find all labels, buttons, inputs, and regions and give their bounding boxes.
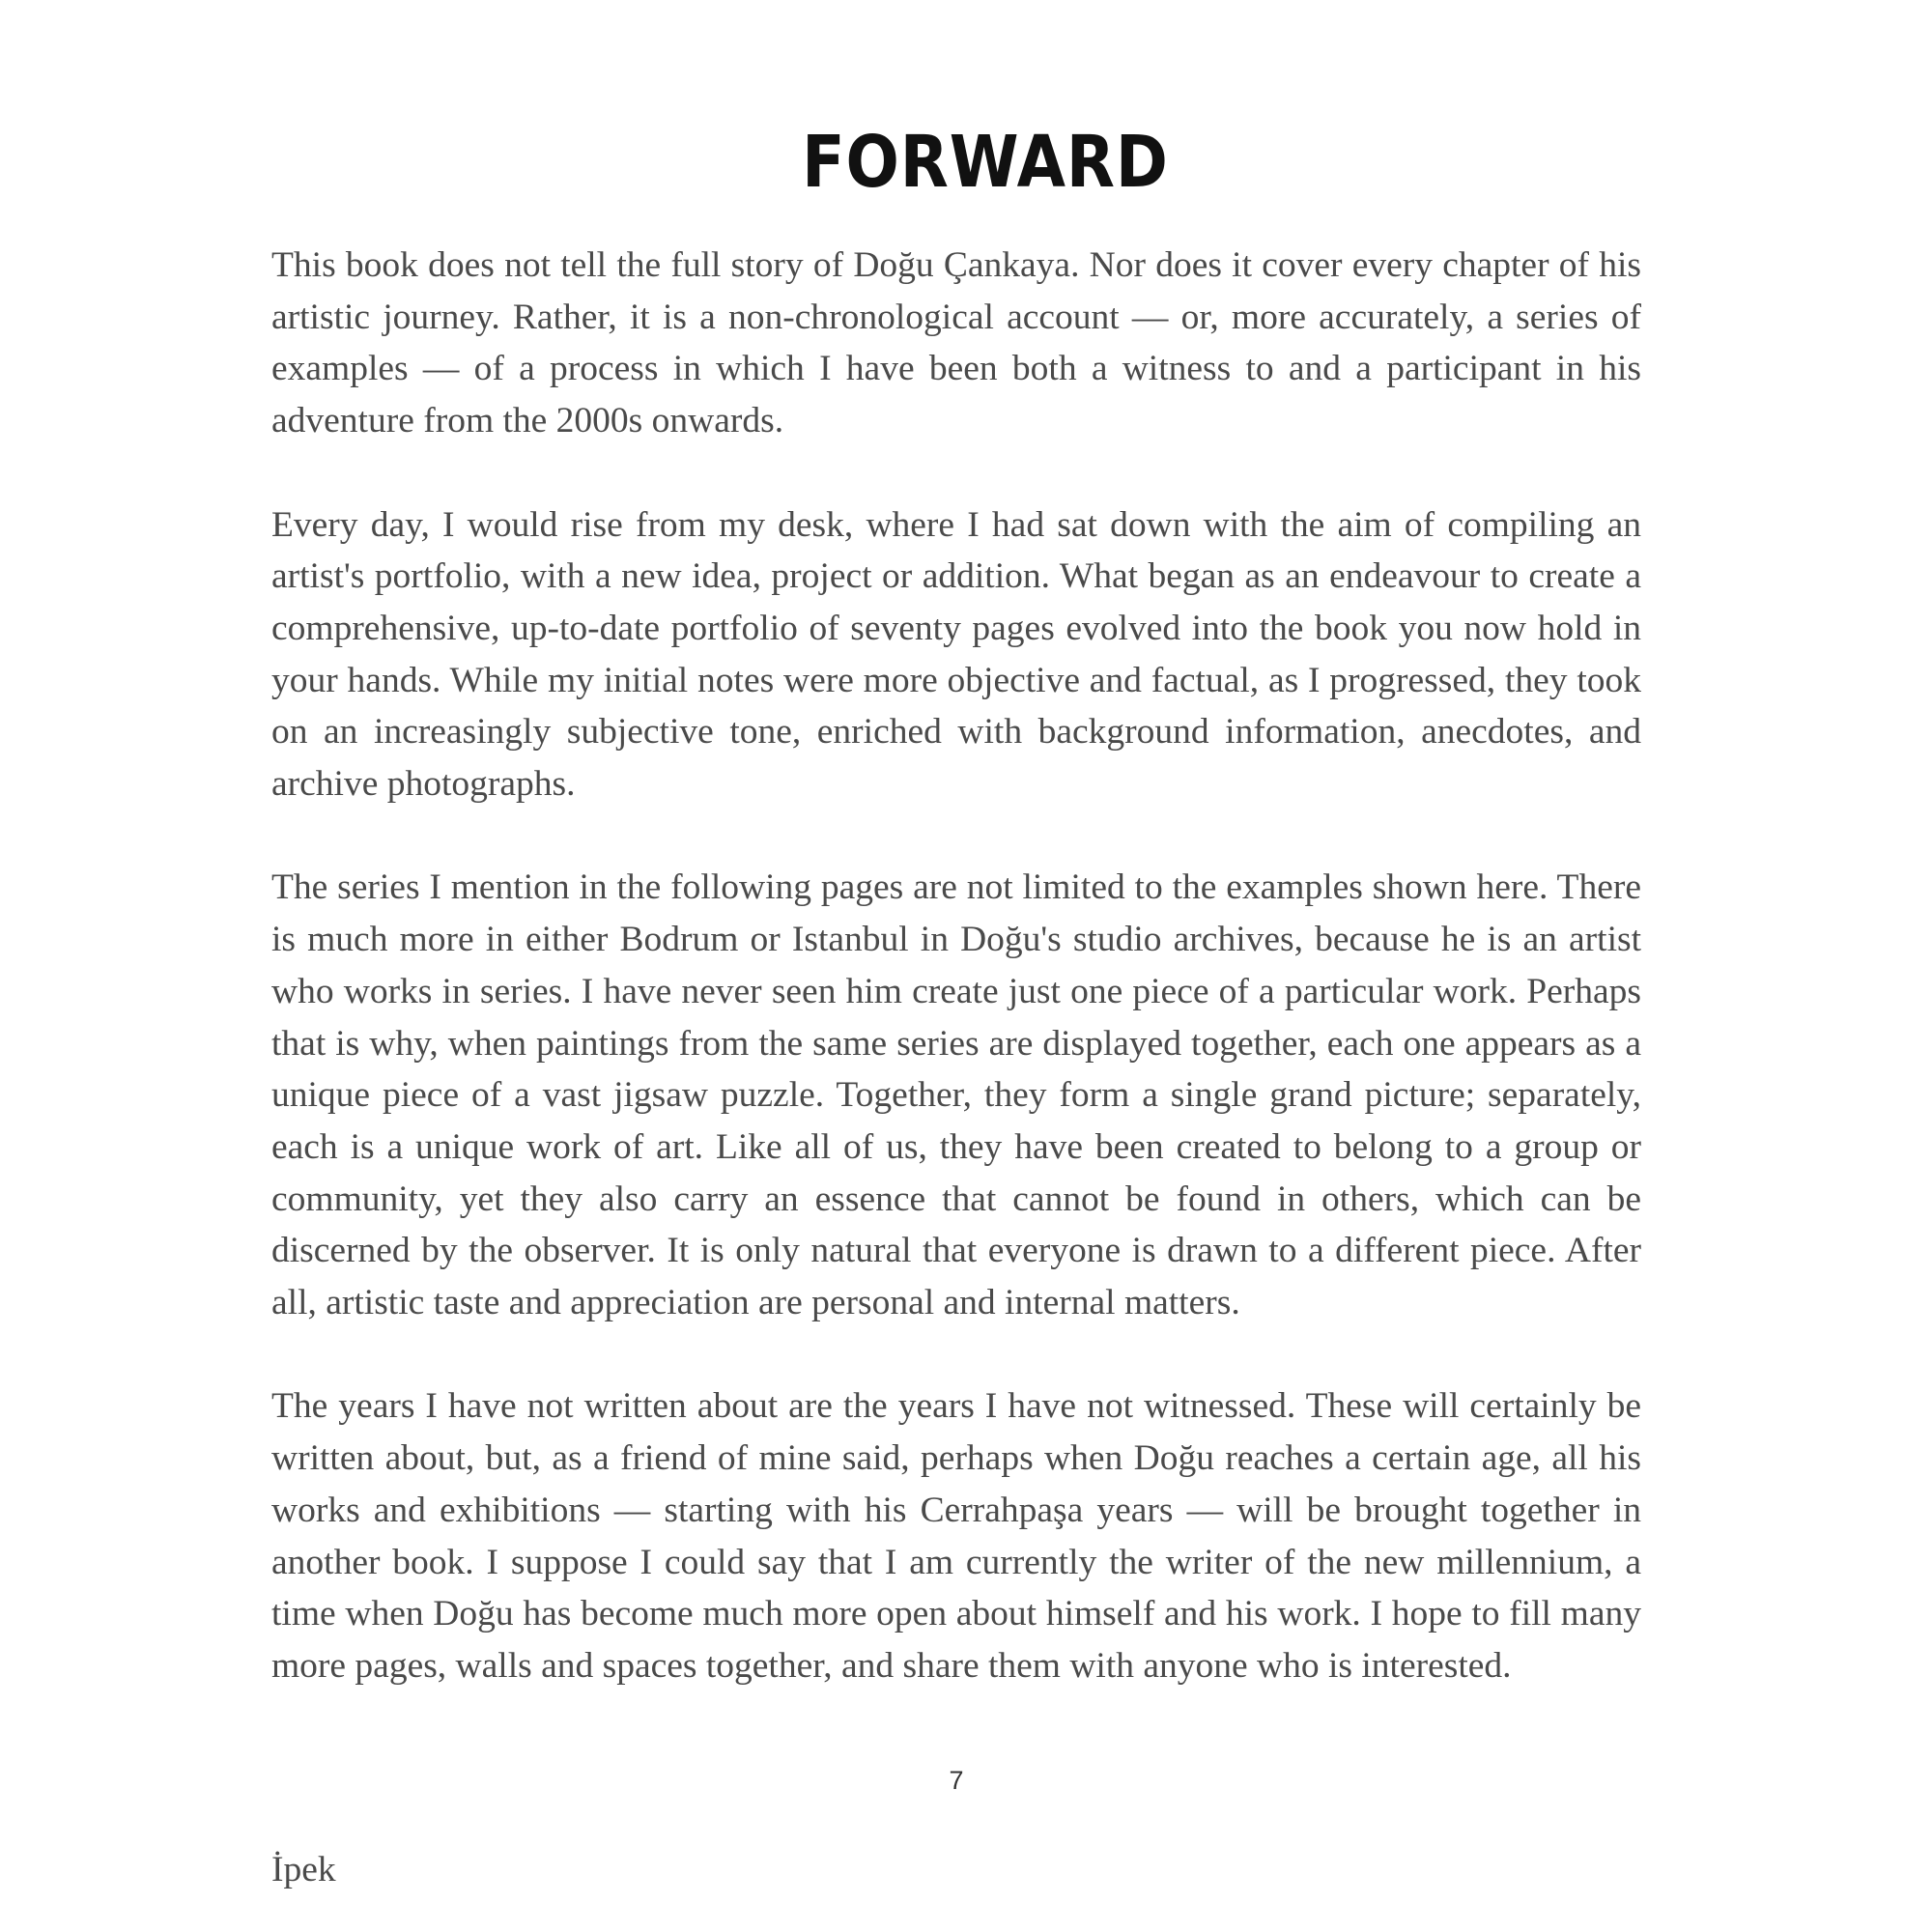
paragraph-3: The series I mention in the following pages are not limited to the examples shown here. There is much more in either Bodrum or Istanbul in Doğu's studio archives, because he is an artist who works in series. I have never seen him create just one piece of a particular work. Perhaps that is why, when paintings from the same series are displayed together, each one appears as a unique piece of a vast jigsaw puzzle. Together, they form a single grand picture; separately, each is a unique work of art. Like all of us, they have been created to belong to a group or community, yet they also carry an essence that cannot be found in others, which can be discerned by the observer. It is only natural that everyone is drawn to a different piece. After all, artistic taste and appreciation are personal and internal matters. <box>271 867 1641 1323</box>
page-number: 7 <box>949 1766 964 1795</box>
paragraph-1: This book does not tell the full story of Doğu Çankaya. Nor does it cover every chapter of his artistic journey. Rather, it is a non-chronological account — or, more accurately, a series of examples — of a process in which I have been both a witness to and a participant in his adventure from the 2000s onwards. <box>271 245 1641 441</box>
body-text <box>271 240 1641 1744</box>
signature: İpek <box>271 1850 336 1889</box>
page-title: FORWARD <box>802 121 1169 204</box>
paragraph-2: Every day, I would rise from my desk, where I had sat down with the aim of compiling an artist's portfolio, with a new idea, project or addition. What began as an endeavour to create a comprehensive, up-to-date portfolio of seventy pages evolved into the book you now hold in your hands. While my initial notes were more objective and factual, as I progressed, they took on an increasingly subjective tone, enriched with background information, anecdotes, and archive photographs. <box>271 504 1641 805</box>
paragraph-4: The years I have not written about are the years I have not witnessed. These will certainly be written about, but, as a friend of mine said, perhaps when Doğu reaches a certain age, all his works and exhibitions — starting with his Cerrahpaşa years — will be brought together in another book. I suppose I could say that I am currently the writer of the new millennium, a time when Doğu has become much more open about himself and his work. I hope to fill many more pages, walls and spaces together, and share them with anyone who is interested. <box>271 1386 1641 1686</box>
